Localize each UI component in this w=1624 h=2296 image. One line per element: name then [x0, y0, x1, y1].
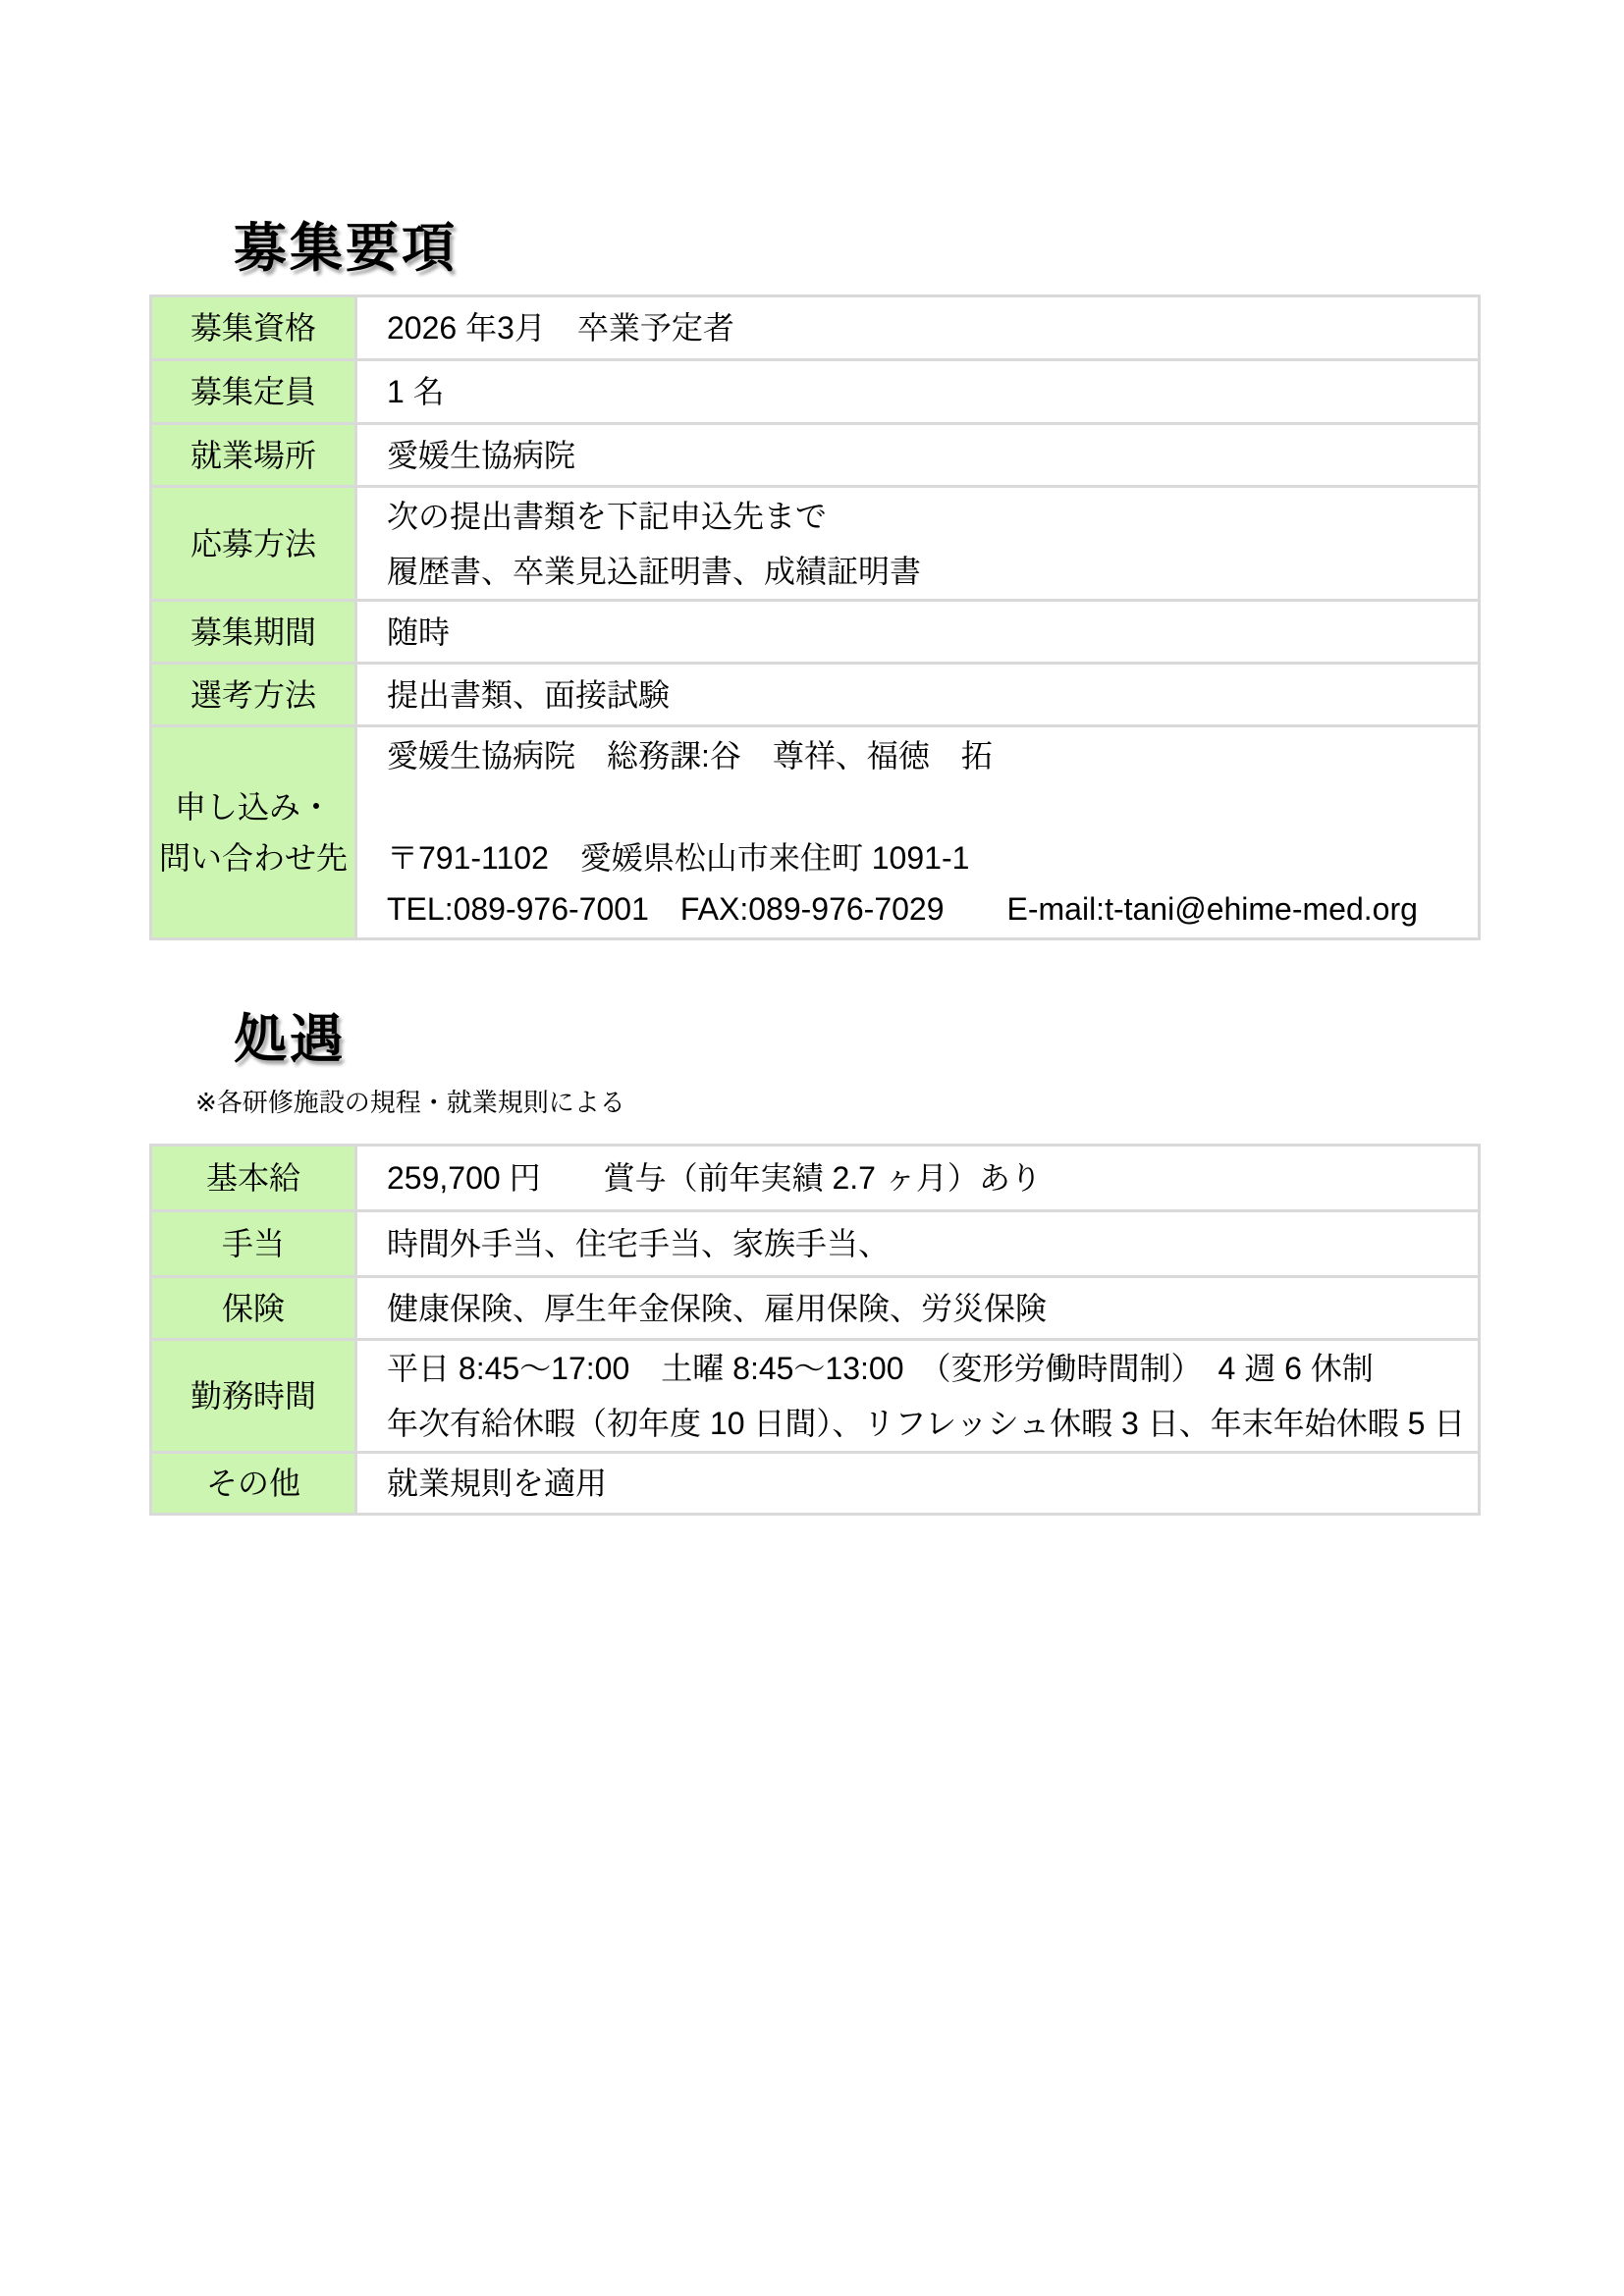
cell-text: 時間外手当、住宅手当、家族手当、 [387, 1226, 891, 1261]
table-row-selection-method [151, 664, 1480, 726]
contact-tel-fax-email-line: TEL:089-976-7001 FAX:089-976-7029 E-mail:t-tani@ehime-med.org [387, 891, 1418, 927]
compensation-note: ※各研修施設の規程・就業規則による [195, 1088, 625, 1117]
table-row-allowances [151, 1211, 1480, 1277]
cell-text: 提出書類、面接試験 [387, 676, 671, 713]
row-value [356, 360, 1480, 424]
recruitment-table [149, 294, 1481, 940]
row-value [356, 1340, 1480, 1453]
row-label-text: 基本給 [205, 1160, 300, 1196]
row-value [356, 487, 1480, 601]
cell-text: 2026 年3月 卒業予定者 [387, 310, 734, 346]
row-label-text: 募集期間 [189, 614, 316, 650]
row-label-text: 申し込み・ [174, 789, 332, 825]
contact-address-line: 〒791-1102 愛媛県松山市来住町 1091-1 [387, 840, 970, 876]
row-label-text: 募集定員 [189, 374, 316, 409]
cell-text: 次の提出書類を下記申込先まで [387, 498, 828, 534]
row-label-text: その他 [205, 1466, 300, 1501]
cell-text: 259,700 円 賞与（前年実績 2.7 ヶ月）あり [387, 1160, 1042, 1196]
table-row-period [151, 601, 1480, 664]
row-label-text: 勤務時間 [189, 1378, 316, 1414]
table-row-base-salary [151, 1146, 1480, 1211]
recruitment-section-title: 募集要項 [234, 219, 458, 278]
row-label [151, 424, 356, 487]
cell-text: 平日 8:45～17:00 土曜 8:45～13:00 （変形労働時間制） 4 週 6 休制 [387, 1351, 1374, 1386]
cell-text: 随時 [387, 614, 451, 650]
cell-text: 1 名 [387, 374, 445, 409]
row-value [356, 1211, 1480, 1277]
row-value [356, 1453, 1480, 1515]
table-row-qualification [151, 296, 1480, 360]
row-value [356, 664, 1480, 726]
row-label [151, 664, 356, 726]
row-value [356, 726, 1480, 939]
row-label [151, 1340, 356, 1453]
row-value [356, 424, 1480, 487]
compensation-section-title: 処遇 [234, 1010, 346, 1069]
table-row-other [151, 1453, 1480, 1515]
row-label-text: 選考方法 [189, 676, 316, 713]
contact-hospital-line: 愛媛生協病院 総務課:谷 尊祥、福徳 拓 [387, 738, 993, 774]
contact-blank-line [387, 781, 1478, 832]
cell-text: 履歴書、卒業見込証明書、成績証明書 [387, 553, 922, 589]
row-label [151, 726, 356, 939]
cell-text: 年次有給休暇（初年度 10 日間）、リフレッシュ休暇 3 日、年末年始休暇 5 日 [387, 1406, 1466, 1441]
row-label [151, 487, 356, 601]
row-label [151, 1453, 356, 1515]
table-row-capacity [151, 360, 1480, 424]
row-value [356, 1146, 1480, 1211]
row-value [356, 1277, 1480, 1340]
cell-text: 健康保険、厚生年金保険、雇用保険、労災保険 [387, 1290, 1048, 1326]
row-label-text: 就業場所 [189, 437, 316, 473]
row-label-text: 問い合わせ先 [158, 840, 348, 876]
cell-text: 愛媛生協病院 [387, 437, 576, 473]
cell-text: 就業規則を適用 [387, 1466, 608, 1501]
row-label [151, 296, 356, 360]
row-value [356, 601, 1480, 664]
row-label [151, 1277, 356, 1340]
row-label [151, 360, 356, 424]
row-label-text: 保険 [221, 1290, 285, 1326]
table-row-contact [151, 726, 1480, 939]
row-label-text: 募集資格 [189, 310, 316, 346]
table-row-application-method [151, 487, 1480, 601]
row-label [151, 1211, 356, 1277]
row-label-text: 応募方法 [189, 525, 316, 561]
table-row-working-hours [151, 1340, 1480, 1453]
row-label [151, 1146, 356, 1211]
row-label [151, 601, 356, 664]
row-value [356, 296, 1480, 360]
table-row-insurance [151, 1277, 1480, 1340]
compensation-table [149, 1144, 1481, 1516]
table-row-workplace [151, 424, 1480, 487]
row-label-text: 手当 [221, 1226, 285, 1261]
